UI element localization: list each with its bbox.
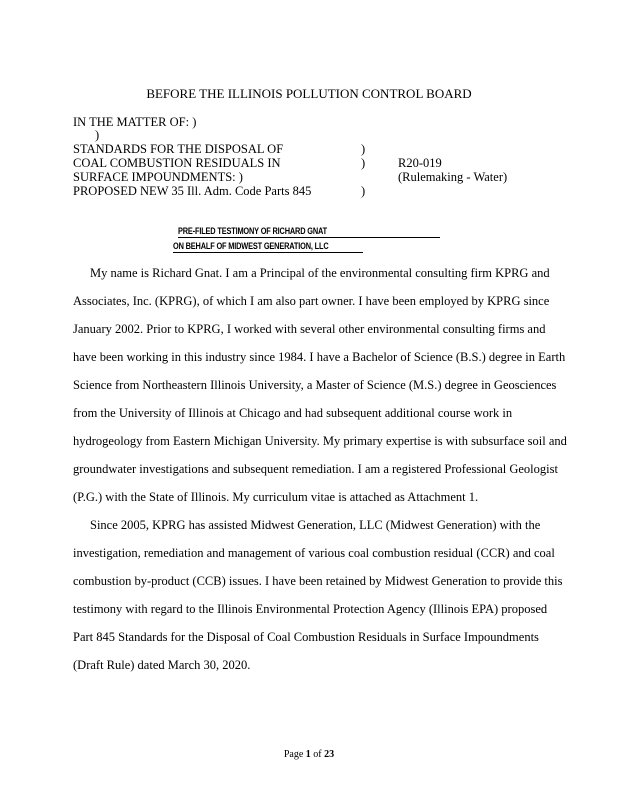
footer-of-label: of	[313, 749, 322, 760]
subheading-underline-2	[173, 252, 363, 253]
paragraph-line: My name is Richard Gnat. I am a Principal of the environmental consulting firm KPRG and	[90, 266, 550, 280]
subheading-underline-1	[178, 237, 440, 238]
footer-page-number: 1	[305, 749, 311, 760]
caption-line-2: COAL COMBUSTION RESIDUALS IN	[73, 156, 281, 170]
paragraph-line: (Draft Rule) dated March 30, 2020.	[73, 658, 251, 672]
caption-line-1: STANDARDS FOR THE DISPOSAL OF	[73, 142, 284, 156]
docket-type: (Rulemaking - Water)	[398, 170, 508, 184]
footer-page-label: Page	[283, 749, 304, 760]
paragraph-line: Associates, Inc. (KPRG), of which I am also part owner. I have been employed by KPRG since	[73, 294, 550, 308]
testimony-paragraph-1	[73, 259, 593, 511]
caption-right-paren-3: )	[361, 184, 366, 198]
paragraph-line: have been working in this industry since 1984. I have a Bachelor of Science (B.S.) degree in Earth	[73, 350, 566, 364]
paragraph-line: combustion by-product (CCB) issues. I have been retained by Midwest Generation to provide this	[73, 574, 563, 588]
caption-right-paren-1: )	[361, 142, 366, 156]
paragraph-line: Since 2005, KPRG has assisted Midwest Generation, LLC (Midwest Generation) with the	[90, 518, 541, 532]
paragraph-line: from the University of Illinois at Chicago and had subsequent additional course work in	[73, 406, 513, 420]
caption-right-paren-2: )	[361, 156, 366, 170]
paragraph-line: testimony with regard to the Illinois Environmental Protection Agency (Illinois EPA) proposed	[73, 602, 548, 616]
paragraph-line: hydrogeology from Eastern Michigan University. My primary expertise is with subsurface soil and	[73, 434, 567, 448]
document-title: BEFORE THE ILLINOIS POLLUTION CONTROL BOARD	[146, 86, 472, 101]
page-footer	[0, 749, 618, 760]
caption-line-3: SURFACE IMPOUNDMENTS: )	[73, 170, 243, 184]
paragraph-line: January 2002. Prior to KPRG, I worked with several other environmental consulting firms and	[73, 322, 546, 336]
caption-matter-line: IN THE MATTER OF: )	[73, 115, 197, 129]
paragraph-line: (P.G.) with the State of Illinois. My curriculum vitae is attached as Attachment 1.	[73, 490, 479, 504]
footer-page-total: 23	[324, 749, 335, 760]
docket-number: R20-019	[398, 156, 442, 170]
paragraph-line: Science from Northeastern Illinois University, a Master of Science (M.S.) degree in Geosciences	[73, 378, 557, 392]
caption-line-4: PROPOSED NEW 35 Ill. Adm. Code Parts 845	[73, 184, 312, 198]
subheading-line-2: ON BEHALF OF MIDWEST GENERATION, LLC	[173, 241, 329, 251]
paragraph-line: Part 845 Standards for the Disposal of Coal Combustion Residuals in Surface Impoundments	[73, 630, 539, 644]
subheading-line-1: PRE-FILED TESTIMONY OF RICHARD GNAT	[178, 226, 327, 236]
paragraph-line: groundwater investigations and subsequent remediation. I am a registered Professional Geologist	[73, 462, 558, 476]
paragraph-line: investigation, remediation and management of various coal combustion residual (CCR) and coal	[73, 546, 555, 560]
caption-paren-line: )	[95, 128, 100, 142]
testimony-paragraph-2	[73, 511, 593, 679]
